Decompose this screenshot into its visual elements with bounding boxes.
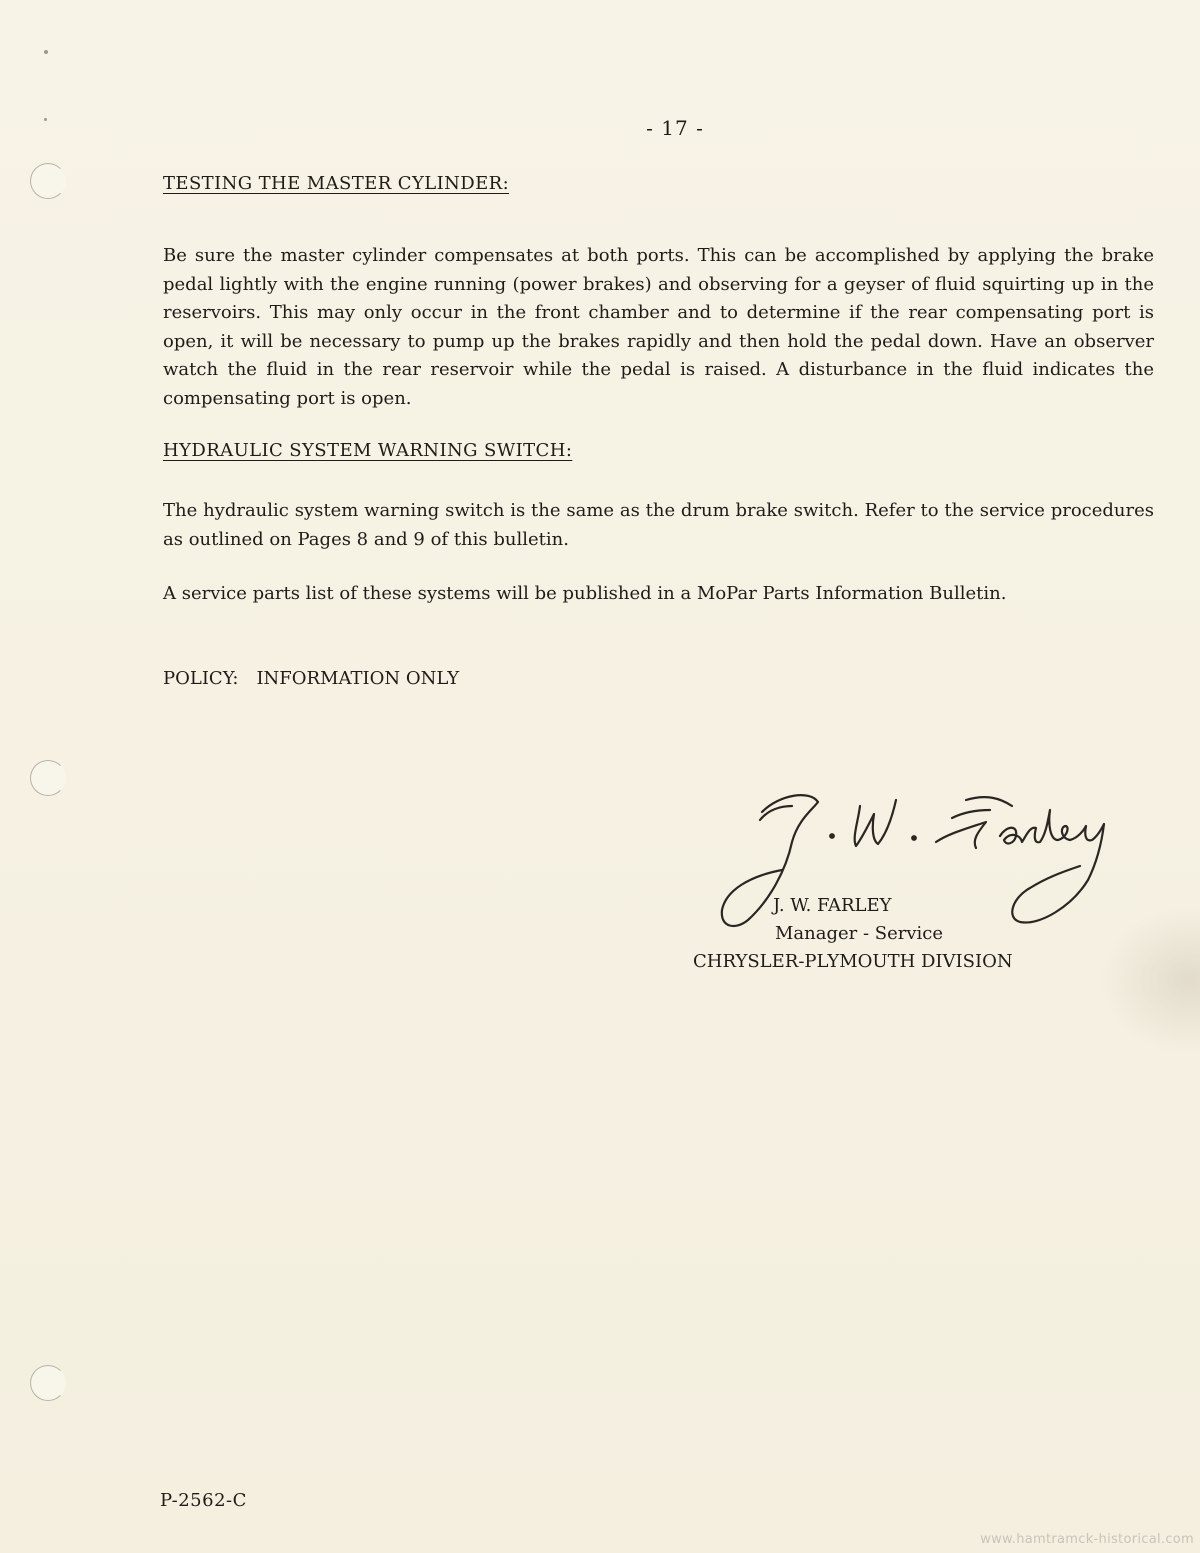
signatory-division: CHRYSLER-PLYMOUTH DIVISION: [693, 951, 1013, 972]
binder-hole-middle: [30, 760, 66, 796]
binder-hole-top: [30, 163, 66, 199]
binder-hole-bottom: [30, 1365, 66, 1401]
page-number: - 17 -: [646, 116, 704, 140]
section-heading-warning-switch: HYDRAULIC SYSTEM WARNING SWITCH:: [163, 440, 573, 461]
site-watermark: www.hamtramck-historical.com: [980, 1532, 1194, 1547]
document-code: P-2562-C: [160, 1490, 247, 1511]
section-body-master-cylinder: Be sure the master cylinder compensates at both ports. This can be accomplished by applying the brake pedal lightly with the engine running (power brakes) and observing for a geyser of fluid squirting up in the reservoirs. This may only occur in the front chamber and to determine if the rear compensating port is open, it will be necessary to pump up the brakes rapidly and then hold the pedal down. Have an observer watch the fluid in the rear reservoir while the pedal is raised. A disturbance in the fluid indicates the compensating port is open.: [163, 245, 1154, 409]
section-heading-master-cylinder: TESTING THE MASTER CYLINDER:: [163, 173, 510, 194]
signatory-title: Manager - Service: [775, 923, 944, 944]
parts-list-note: A service parts list of these systems will be published in a MoPar Parts Information Bulletin.: [163, 583, 1007, 604]
section-body-warning-switch: The hydraulic system warning switch is the same as the drum brake switch. Refer to the service procedures as outlined on Pages 8 and 9 of this bulletin.: [163, 500, 1154, 550]
paper-speck: [44, 50, 48, 54]
handwritten-signature: [700, 780, 1140, 930]
signatory-name: J. W. FARLEY: [773, 895, 892, 916]
policy-label: POLICY:: [163, 668, 239, 689]
policy-line: [163, 668, 459, 689]
policy-value: INFORMATION ONLY: [256, 668, 460, 689]
